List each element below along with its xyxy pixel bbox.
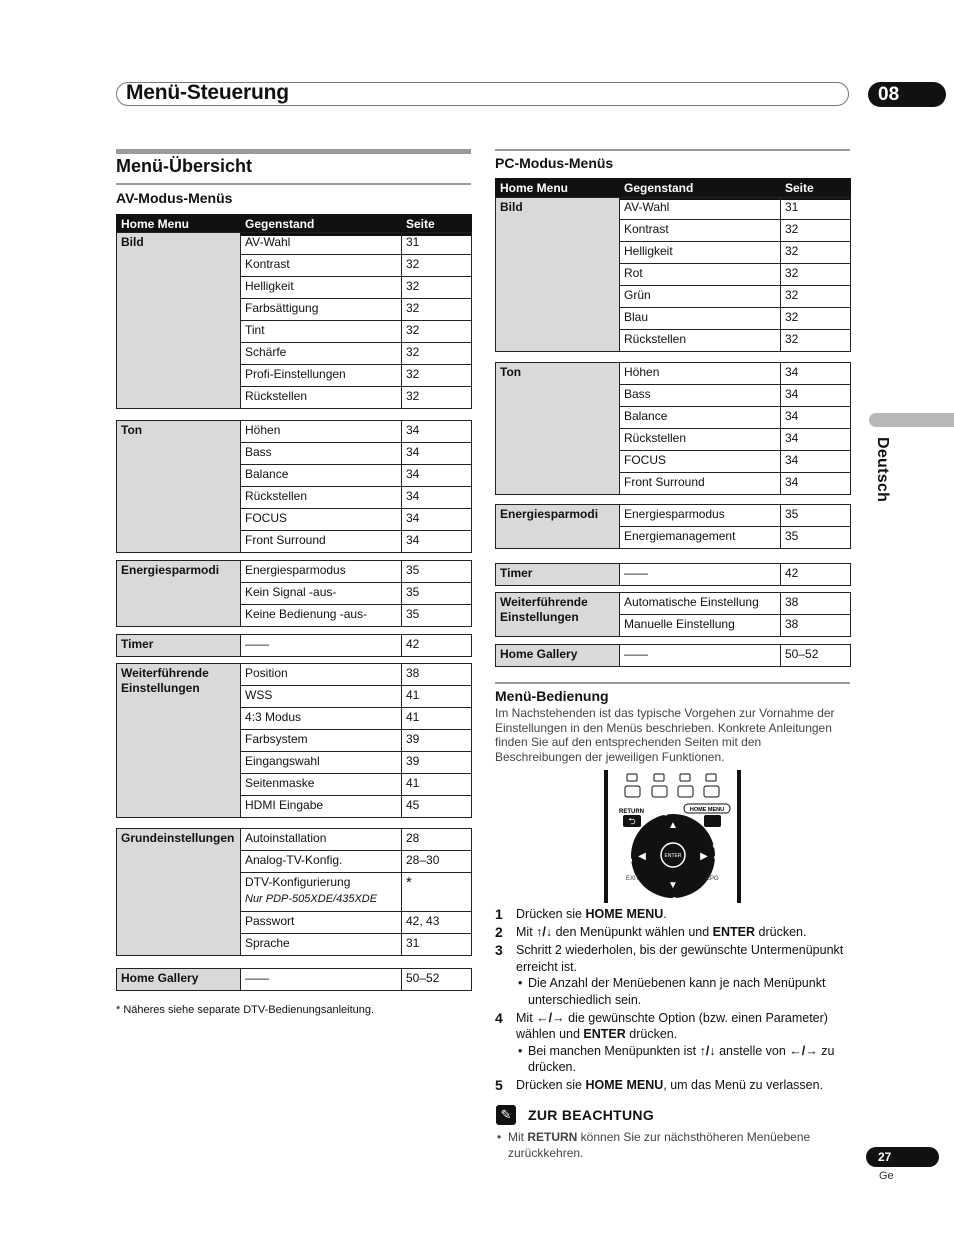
menu-item: AV-Wahl xyxy=(620,198,781,220)
col-gegenstand: Gegenstand xyxy=(241,215,402,236)
note-text: • Mit RETURN können Sie zur nächsthöheren Menüebene zurückkehren. xyxy=(497,1130,858,1161)
step-item xyxy=(495,942,855,1008)
menu-item: Kontrast xyxy=(620,220,781,242)
menu-category: Energiesparmodi xyxy=(117,561,241,627)
page-ref: 35 xyxy=(402,605,472,627)
page-ref: 34 xyxy=(781,385,851,407)
page-ref: 34 xyxy=(781,363,851,385)
page-ref: 35 xyxy=(781,505,851,527)
pc-group-table xyxy=(495,592,851,637)
bedienung-intro: Im Nachstehenden ist das typische Vorgehen zur Vornahme der Einstellungen in den Menüs beschrieben. Konkrete Anleitungen finden Sie auf den entsprechenden Seiten mit den Beschreibungen der jeweiligen Funktionen. xyxy=(495,706,835,764)
menu-item: Kontrast xyxy=(241,255,402,277)
menu-item: Automatische Einstellung xyxy=(620,593,781,615)
chapter-badge: 08 xyxy=(868,82,946,107)
menu-item: Rückstellen xyxy=(241,487,402,509)
menu-item: Schärfe xyxy=(241,343,402,365)
page-ref: 28 xyxy=(402,829,472,851)
page-ref: 32 xyxy=(781,308,851,330)
menu-item: Blau xyxy=(620,308,781,330)
page-ref: 34 xyxy=(402,465,472,487)
menu-item: Bass xyxy=(241,443,402,465)
menu-item: Farbsystem xyxy=(241,730,402,752)
step-number: 1 xyxy=(495,906,503,922)
page-ref: 35 xyxy=(402,561,472,583)
av-group-table xyxy=(116,968,472,991)
page-ref: 32 xyxy=(402,321,472,343)
av-group-table xyxy=(116,232,472,409)
menu-category: Timer xyxy=(496,564,620,586)
page-ref: 32 xyxy=(402,387,472,409)
page-ref: 32 xyxy=(781,220,851,242)
menu-category: Bild xyxy=(496,198,620,352)
page-ref: 50–52 xyxy=(402,969,472,991)
menu-item: Kein Signal -aus- xyxy=(241,583,402,605)
page-number: 27 xyxy=(866,1147,939,1167)
arrow-up-icon: ▲ xyxy=(668,820,678,831)
page-ref: 32 xyxy=(402,365,472,387)
step-item xyxy=(495,924,855,941)
page-ref: 34 xyxy=(402,443,472,465)
av-group-table xyxy=(116,420,472,553)
page-ref: 41 xyxy=(402,708,472,730)
menu-item: Helligkeit xyxy=(241,277,402,299)
menu-item: FOCUS xyxy=(241,509,402,531)
home-menu-button[interactable] xyxy=(704,815,721,827)
menu-item: Sprache xyxy=(241,934,402,956)
page-ref: 38 xyxy=(402,664,472,686)
step-text: Mit ↑/↓ den Menüpunkt wählen und ENTER drücken. xyxy=(516,925,807,939)
menu-item: 4:3 Modus xyxy=(241,708,402,730)
page-ref: 38 xyxy=(781,615,851,637)
menu-item: —— xyxy=(620,645,781,667)
menu-item: Eingangswahl xyxy=(241,752,402,774)
page-ref: 34 xyxy=(781,451,851,473)
menu-item: Rot xyxy=(620,264,781,286)
step-number: 4 xyxy=(495,1009,503,1026)
pc-group-table xyxy=(495,563,851,586)
menu-category: Bild xyxy=(117,233,241,409)
section-rule xyxy=(495,682,850,684)
av-menus-title: AV-Modus-Menüs xyxy=(116,190,233,206)
pc-group-table xyxy=(495,362,851,495)
page-ref: 32 xyxy=(402,255,472,277)
menu-item: Analog-TV-Konfig. xyxy=(241,851,402,873)
return-arrow-icon: ⮌ xyxy=(628,816,636,826)
section-rule xyxy=(495,149,850,151)
return-label: RETURN xyxy=(619,809,644,815)
menu-category: Weiterführende Einstellungen xyxy=(496,593,620,637)
dtv-model-note: Nur PDP-505XDE/435XDE xyxy=(245,893,378,905)
page-ref: 42 xyxy=(781,564,851,586)
menu-item: Höhen xyxy=(241,421,402,443)
menu-item: Tint xyxy=(241,321,402,343)
page-title: Menü-Steuerung xyxy=(126,81,289,104)
step-text: Schritt 2 wiederholen, bis der gewünschte Untermenüpunkt erreicht ist. xyxy=(516,943,844,974)
section-rule xyxy=(116,183,471,185)
section-rule xyxy=(116,149,471,154)
arrow-right-icon: ▶ xyxy=(700,851,708,862)
page-ref: 34 xyxy=(781,429,851,451)
menu-item: —— xyxy=(241,635,402,657)
av-group-table xyxy=(116,663,472,818)
step-text: Drücken sie HOME MENU, um das Menü zu verlassen. xyxy=(516,1078,824,1092)
menu-item: Energiemanagement xyxy=(620,527,781,549)
step-number: 2 xyxy=(495,924,503,940)
menu-category: Energiesparmodi xyxy=(496,505,620,549)
table-row xyxy=(496,198,851,220)
page-ref: 34 xyxy=(402,487,472,509)
col-home-menu: Home Menu xyxy=(117,215,241,236)
menu-item: Passwort xyxy=(241,912,402,934)
language-code: Ge xyxy=(879,1170,894,1182)
menu-item: Energiesparmodus xyxy=(241,561,402,583)
menu-item: Rückstellen xyxy=(620,330,781,352)
menu-item: Bass xyxy=(620,385,781,407)
menu-category: Ton xyxy=(117,421,241,553)
epg-label: EPG xyxy=(706,876,719,882)
menu-item: —— xyxy=(620,564,781,586)
page-ref: 32 xyxy=(781,242,851,264)
steps-list xyxy=(495,906,855,1095)
language-tab xyxy=(869,413,954,427)
menu-item: —— xyxy=(241,969,402,991)
page-ref: 32 xyxy=(402,299,472,321)
page-ref: 42, 43 xyxy=(402,912,472,934)
table-row xyxy=(496,645,851,667)
menu-item: FOCUS xyxy=(620,451,781,473)
page-ref: 34 xyxy=(781,407,851,429)
menu-category: Home Gallery xyxy=(496,645,620,667)
page-ref: 42 xyxy=(402,635,472,657)
av-group-table xyxy=(116,634,472,657)
bedienung-title: Menü-Bedienung xyxy=(495,688,609,704)
pc-menus-title: PC-Modus-Menüs xyxy=(495,155,614,171)
page-ref: 41 xyxy=(402,774,472,796)
menu-category: Weiterführende Einstellungen xyxy=(117,664,241,818)
step-bullet: • Die Anzahl der Menüebenen kann je nach Menüpunkt unterschiedlich sein. xyxy=(516,975,855,1008)
pc-group-table xyxy=(495,197,851,352)
table-row xyxy=(117,561,472,583)
step-item xyxy=(495,1077,855,1094)
page-ref: 34 xyxy=(402,531,472,553)
step-item xyxy=(495,906,855,923)
page-ref: 34 xyxy=(781,473,851,495)
menu-item: Autoinstallation xyxy=(241,829,402,851)
pc-group-table xyxy=(495,504,851,549)
page-ref: 32 xyxy=(781,330,851,352)
language-label: Deutsch xyxy=(874,437,891,503)
page-ref: 32 xyxy=(781,264,851,286)
step-number: 3 xyxy=(495,942,503,958)
table-row xyxy=(117,969,472,991)
page-ref: 50–52 xyxy=(781,645,851,667)
arrow-left-icon: ◀ xyxy=(638,851,646,862)
menu-item: Farbsättigung xyxy=(241,299,402,321)
page-ref: 34 xyxy=(402,421,472,443)
page-ref: * xyxy=(402,873,472,912)
col-seite: Seite xyxy=(781,179,851,200)
menu-item: Profi-Einstellungen xyxy=(241,365,402,387)
exit-label: EXIT xyxy=(626,876,640,882)
menu-item: WSS xyxy=(241,686,402,708)
note-title: ZUR BEACHTUNG xyxy=(528,1107,655,1123)
menu-item: Keine Bedienung -aus- xyxy=(241,605,402,627)
step-text: Drücken sie HOME MENU. xyxy=(516,907,667,921)
page-ref: 39 xyxy=(402,730,472,752)
page-ref: 28–30 xyxy=(402,851,472,873)
page-ref: 35 xyxy=(402,583,472,605)
av-group-table xyxy=(116,828,472,956)
menu-category: Timer xyxy=(117,635,241,657)
menu-item: Seitenmaske xyxy=(241,774,402,796)
menu-category: Ton xyxy=(496,363,620,495)
menu-item: Balance xyxy=(241,465,402,487)
col-gegenstand: Gegenstand xyxy=(620,179,781,200)
table-row xyxy=(496,363,851,385)
page-ref: 32 xyxy=(402,277,472,299)
av-group-table xyxy=(116,560,472,627)
remote-illustration xyxy=(602,770,743,903)
page-ref: 38 xyxy=(781,593,851,615)
table-row xyxy=(496,564,851,586)
menu-item: Höhen xyxy=(620,363,781,385)
menu-item: Rückstellen xyxy=(620,429,781,451)
menu-item: Balance xyxy=(620,407,781,429)
table-row xyxy=(117,635,472,657)
page-ref: 41 xyxy=(402,686,472,708)
menu-item: HDMI Eingabe xyxy=(241,796,402,818)
table-row xyxy=(496,593,851,615)
page-ref: 32 xyxy=(402,343,472,365)
step-number: 5 xyxy=(495,1077,503,1093)
page-ref: 31 xyxy=(781,198,851,220)
menu-item: AV-Wahl xyxy=(241,233,402,255)
pc-group-table xyxy=(495,644,851,667)
page-ref: 31 xyxy=(402,233,472,255)
menu-category: Grundeinstellungen xyxy=(117,829,241,956)
overview-title: Menü-Übersicht xyxy=(116,156,253,176)
page-ref: 34 xyxy=(402,509,472,531)
menu-item: Manuelle Einstellung xyxy=(620,615,781,637)
table-row xyxy=(117,829,472,851)
step-item xyxy=(495,1010,855,1076)
menu-item: Position xyxy=(241,664,402,686)
page-ref: 35 xyxy=(781,527,851,549)
col-home-menu: Home Menu xyxy=(496,179,620,200)
enter-label: ENTER xyxy=(664,853,682,859)
page-ref: 32 xyxy=(781,286,851,308)
table-row xyxy=(117,664,472,686)
menu-item: Helligkeit xyxy=(620,242,781,264)
page-ref: 45 xyxy=(402,796,472,818)
page-ref: 31 xyxy=(402,934,472,956)
menu-item: Rückstellen xyxy=(241,387,402,409)
table-row xyxy=(496,505,851,527)
table-row xyxy=(117,421,472,443)
table-row xyxy=(117,233,472,255)
step-bullet: • Bei manchen Menüpunkten ist ↑/↓ anstelle von ←/→ zu drücken. xyxy=(516,1043,855,1076)
menu-item: Front Surround xyxy=(620,473,781,495)
menu-item: Front Surround xyxy=(241,531,402,553)
menu-category: Home Gallery xyxy=(117,969,241,991)
pencil-note-icon: ✎ xyxy=(496,1105,516,1125)
menu-item: Grün xyxy=(620,286,781,308)
menu-item: Energiesparmodus xyxy=(620,505,781,527)
home-menu-label: HOME MENU xyxy=(689,807,725,813)
page-ref: 39 xyxy=(402,752,472,774)
footnote: * Näheres siehe separate DTV-Bedienungsanleitung. xyxy=(116,1004,375,1016)
step-text: Mit ←/→ die gewünschte Option (bzw. einen Parameter) wählen und ENTER drücken. xyxy=(516,1010,828,1041)
col-seite: Seite xyxy=(402,215,472,236)
menu-item: DTV-Konfigurierung Nur PDP-505XDE/435XDE xyxy=(241,873,402,912)
arrow-down-icon: ▼ xyxy=(668,880,678,891)
